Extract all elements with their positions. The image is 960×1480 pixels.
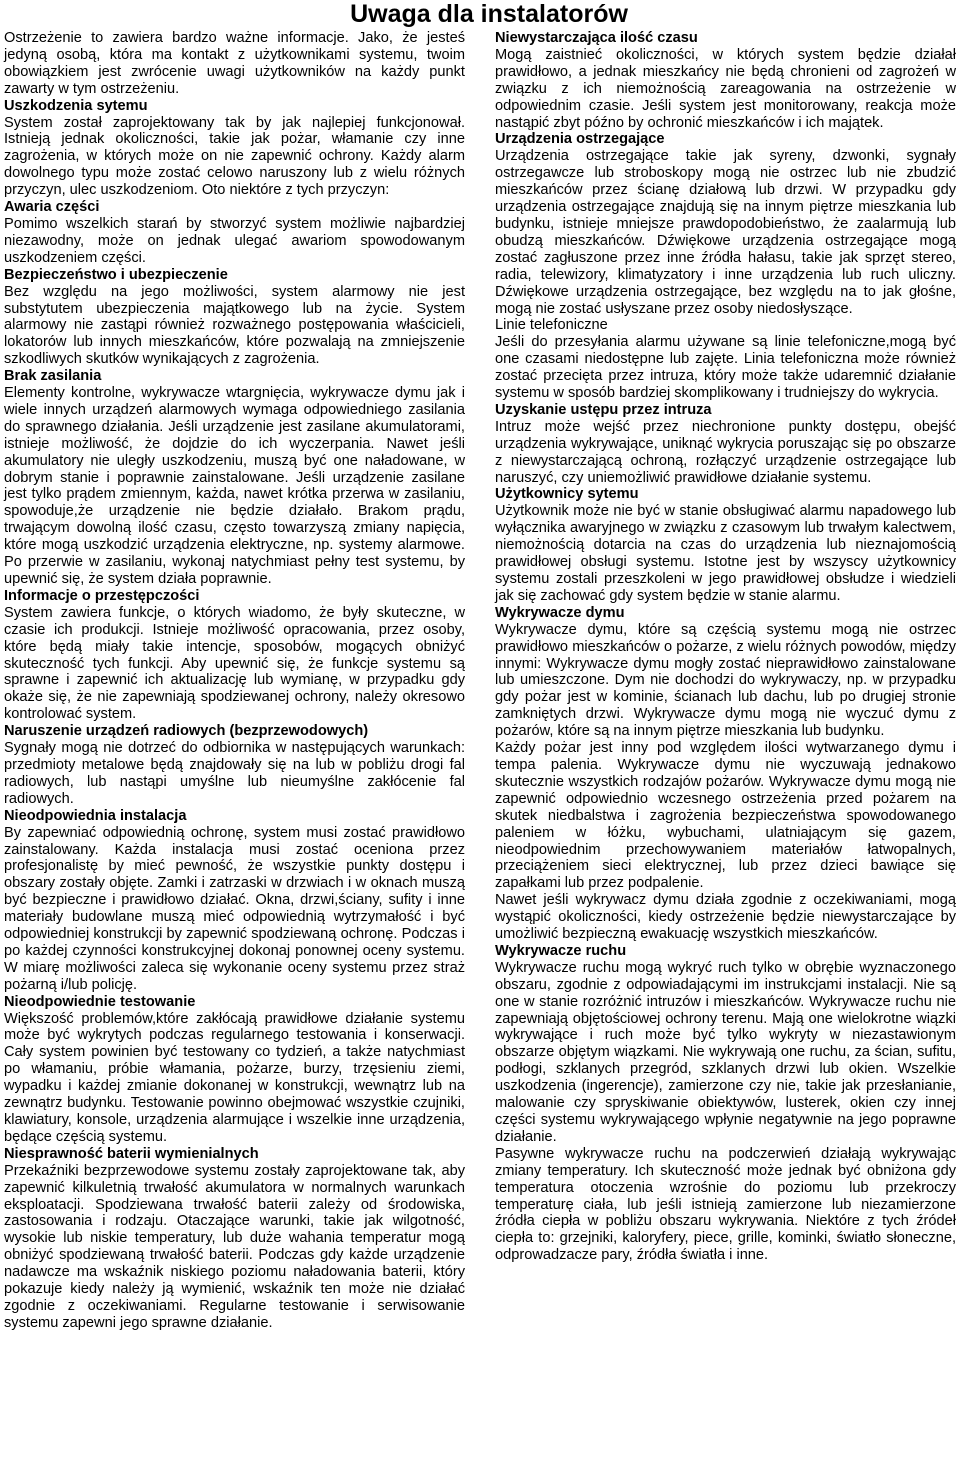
- paragraph: System zawiera funkcje, o których wiadomo, że były skuteczne, w czasie ich produkcji. Istnieje możliwość opracowania, przez osoby, które będą miały takie intencje, sposobów, mogących obniżyć skuteczność tych funkcji. Aby upewnić się, że funkcje systemu są sprawne i zapewnić ich aktualizację lub wymianę, w przypadku gdy okaże się, że nie zapewniają spodziewanej ochrony, należy okresowo kontrolować system.: [4, 604, 465, 723]
- section-heading: Awaria części: [4, 199, 100, 216]
- section-heading: Uzyskanie ustępu przez intruza: [495, 401, 712, 418]
- section-heading: Uszkodzenia sytemu: [4, 97, 148, 114]
- section-heading: Niesprawność baterii wymienialnych: [4, 1145, 259, 1162]
- columns: [4, 30, 956, 1332]
- paragraph: Ostrzeżenie to zawiera bardzo ważne informacje. Jako, że jesteś jedyną osobą, która ma kontakt z użytkownikami systemu, twoim obowiązkiem jest zwrócenie uwagi użytkowników na każdy punkt zawarty w tym ostrzeżeniu.: [4, 30, 465, 97]
- section-heading: Bezpieczeństwo i ubezpieczenie: [4, 266, 228, 283]
- paragraph: By zapewniać odpowiednią ochronę, system musi zostać prawidłowo zainstalowany. Każda instalacja musi zostać oceniona przez profesjonalistę by mieć pewność, że wszystkie punkty dostępu i obszary zostały objęte. Zamki i zatrzaski w drzwiach i w oknach muszą być bezpieczne i prawidłowo działać. Okna, drzwi,ściany, sufity i inne materiały budowlane muszą mieć odpowiednią wytrzymałość i być odpowiedniej konstrukcji by zapewnić spodziewaną ochronę. Podczas i po każdej czynności konstrukcyjnej dokonaj ponownej oceny systemu. W miarę możliwości zaleca się wykonanie oceny systemu przez straż pożarną i/lub policję.: [4, 824, 465, 993]
- paragraph: System został zaprojektowany tak by jak najlepiej funkcjonował. Istnieją jednak okoliczności, takie jak pożar, włamanie czy inne zagrożenia, w których może on nie zapewnić ochrony. Każdy alarm dowolnego typu może zostać celowo naruszony lub z wielu różnych przyczyn, ulec uszkodzeniom. Oto niektóre z tych przyczyn:: [4, 114, 465, 199]
- paragraph: Wykrywacze dymu, które są częścią systemu mogą nie ostrzec prawidłowo mieszkańców o pożarze, z wielu różnych powodów, między innymi: Wykrywacze dymu mogły zostać nieprawidłowo zainstalowane lub umieszczone. Dym nie dochodzi do wykrywaczy, np. w przypadku gdy pożar jest w kominie, ścianach lub dachu, lub po drugiej stronie zamkniętych drzwi. Wykrywacze dymu mogą nie wyczuć dymu z pożarów, które są na innym piętrze mieszkania lub budynku.: [495, 621, 956, 740]
- paragraph: Pomimo wszelkich starań by stworzyć system możliwie najbardziej niezawodny, może on jednak ulegać awariom spowodowanym uszkodzeniem części.: [4, 215, 465, 266]
- paragraph: Mogą zaistnieć okoliczności, w których system będzie działał prawidłowo, a jednak mieszkańcy nie będą chronieni od zagrożeń w związku z ich niemożnością zareagowania na ostrzeżenie w odpowiednim czasie. Jeśli system jest monitorowany, reakcja może nastąpić zbyt późno by ochronić mieszkańców i ich majątek.: [495, 46, 956, 131]
- section-heading: Informacje o przestępczości: [4, 587, 200, 604]
- section-heading: Nieodpowiednie testowanie: [4, 993, 196, 1010]
- paragraph: Każdy pożar jest inny pod względem ilości wytwarzanego dymu i tempa palenia. Wykrywacze dymu nie wyczuwają jednakowo skutecznie wszystkich rodzajów pożarów. Wykrywacze dymu mogą nie zapewnić odpowiednio wczesnego ostrzeżenia przed pożarem na skutek niedbalstwa i zagrożenia bezpieczeństwa spowodowanego paleniem w łóżku, wybuchami, ulatniającym się gazem, nieodpowiednim przechowywaniem materiałów łatwopalnych, przeciążeniem sieci elektrycznej, lub przez dzieci bawiące się zapałkami lub przez podpalenie.: [495, 740, 956, 892]
- section-heading: Nieodpowiednia instalacja: [4, 807, 187, 824]
- paragraph: Sygnały mogą nie dotrzeć do odbiornika w następujących warunkach: przedmioty metalowe będą znajdowały się na lub w pobliżu drogi fal radiowych, lub nastąpi umyślne lub nieumyślne zakłócenie fal radiowych.: [4, 740, 465, 807]
- section-heading: Niewystarczająca ilość czasu: [495, 30, 698, 46]
- paragraph: Intruz może wejść przez niechronione punkty dostępu, obejść urządzenia wykrywające, uniknąć wykrycia poruszając się po obszarze z niewystarczającą ochroną, rozłączyć urządzenie ostrzegające lub naruszyć, czy uniemożliwić prawidłowe działanie systemu.: [495, 418, 956, 486]
- section-heading: Brak zasilania: [4, 368, 102, 385]
- left-column: [4, 30, 465, 1332]
- section-heading: Użytkownicy sytemu: [495, 486, 639, 503]
- page-title: Uwaga dla instalatorów: [350, 0, 628, 28]
- paragraph: Elementy kontrolne, wykrywacze wtargnięcia, wykrywacze dymu jak i wiele innych urządzeń alarmowych wymaga odpowiedniego zasilania do sprawnego działania. Jeśli urządzenie jest zasilane akumulatorami, istnieje możliwość, że dojdzie do ich wyczerpania. Nawet jeśli akumulatory nie uległy uszkodzeniu, muszą być one naładowane, w dobrym stanie i poprawnie zainstalowane. Jeśli urządzenie zasilane jest tylko prądem zmiennym, każda, nawet krótka przerwa w zasilaniu, spowoduje,że urządzenie nie będzie działało. Brakom prądu, trwającym dowolną ilość czasu, często towarzyszą zmiany napięcia, które mogą uszkodzić urządzenia elektryczne, np. systemy alarmowe. Po przerwie w zasilaniu, wykonaj natychmiast pełny test systemu, by upewnić się, że system działa poprawnie.: [4, 385, 465, 587]
- section-heading: Urządzenia ostrzegające: [495, 131, 665, 148]
- right-column: [495, 30, 956, 1332]
- paragraph: Pasywne wykrywacze ruchu na podczerwień działają wykrywając zmiany temperatury. Ich skuteczność może jednak być obniżona gdy temperatura otoczenia wzrośnie do poziomu lub przekroczy temperaturę ciała, lub jeśli istnieją zamierzone lub niezamierzone źródła ciepła w pobliżu obszaru wykrywania. Niektóre z tych źródeł ciepła to: grzejniki, kaloryfery, piece, grille, kominki, światło słoneczne, odprowadzacze pary, źródła światła i inne.: [495, 1145, 956, 1264]
- paragraph: Jeśli do przesyłania alarmu używane są linie telefoniczne,mogą być one czasami niedostępne lub zajęte. Linia telefoniczna może również zostać przecięta przez intruza, który może także udaremnić działanie systemu w sposób bardziej skomplikowany i trudniejszy do wykrycia.: [495, 334, 956, 402]
- paragraph: Większość problemów,które zakłócają prawidłowe działanie systemu może być wykrytych podczas regularnego testowania i konserwacji. Cały system powinien być testowany co tydzień, a także natychmiast po włamaniu, próbie włamania, pożarze, burzy, trzęsieniu ziemi, wypadku i każdej zmianie dokonanej w konstrukcji, wewnątrz lub na zewnątrz budynku. Testowanie powinno obejmować wszystkie czujniki, klawiatury, konsole, urządzenia alarmujące i wszelkie inne urządzenia, będące częścią systemu.: [4, 1010, 465, 1145]
- section-heading: Wykrywacze ruchu: [495, 942, 627, 959]
- paragraph: Przekaźniki bezprzewodowe systemu zostały zaprojektowane tak, aby zapewnić kilkuletnią trwałość akumulatora w normalnych warunkach eksploatacji. Spodziewana trwałość baterii zależy od środowiska, zastosowania i rodzaju. Otaczające warunki, takie jak wilgotność, wysokie lub niskie temperatury, lub duże wahania temperatur mogą obniżyć spodziewaną trwałość baterii. Podczas gdy każde urządzenie nadawcze ma wskaźnik niskiego poziomu naładowania baterii, który pokazuje kiedy należy ją wymienić, wskaźnik ten może nie działać zgodnie z oczekiwaniami. Regularne testowanie i serwisowanie systemu zapewni jego sprawne działanie.: [4, 1162, 465, 1331]
- section-heading: Naruszenie urządzeń radiowych (bezprzewodowych): [4, 723, 369, 740]
- section-heading: Wykrywacze dymu: [495, 604, 625, 621]
- paragraph: Urządzenia ostrzegające takie jak syreny, dzwonki, sygnały ostrzegawcze lub stroboskopy mogą nie ostrzec lub nie zbudzić mieszkańców przez ścianę działową lub drzwi. W przypadku gdy urządzenia ostrzegające znajdują się na innym piętrze mieszkania lub budynku, istnieje mniejsze prawdopodobieństwo, że zaalarmują lub obudzą mieszkańców. Dźwiękowe urządzenia ostrzegające mogą zostać zagłuszone przez inne źródła hałasu, takie jak sprzęt stereo, radia, telewizory, klimatyzatory i inne urządzenia lub ruch uliczny. Dźwiękowe urządzenia ostrzegające, bez względu na to jak głośne, mogą nie zostać usłyszane przez osoby niedosłyszące.: [495, 148, 956, 317]
- paragraph: Użytkownik może nie być w stanie obsługiwać alarmu napadowego lub wyłącznika awaryjnego w związku z czasowym lub trwałym kalectwem, niemożnością dotarcia na czas do urządzenia lub nieznajomością prawidłowej obsługi systemu. Istotne jest by wszyscy użytkownicy systemu zostali przeszkoleni w jego prawidłowej obsłudze i wiedzieli jak się zachować gdy system będzie w stanie alarmu.: [495, 503, 956, 604]
- paragraph: Linie telefoniczne: [495, 317, 608, 334]
- paragraph: Bez względu na jego możliwości, system alarmowy nie jest substytutem ubezpieczenia majątkowego lub na życie. System alarmowy nie zastąpi również rozważnego postępowania właścicieli, lokatorów lub innych mieszkańców, które pozwalają na zmniejszenie szkodliwych skutków wynikających z zagrożenia.: [4, 283, 465, 368]
- paragraph: Nawet jeśli wykrywacz dymu działa zgodnie z oczekiwaniami, mogą wystąpić okoliczności, kiedy ostrzeżenie będzie niewystarczające by umożliwić bezpieczną ewakuację wszystkich mieszkańców.: [495, 892, 956, 943]
- paragraph: Wykrywacze ruchu mogą wykryć ruch tylko w obrębie wyznaczonego obszaru, zgodnie z odpowiadającymi im instrukcjami instalacji. Nie są one w stanie rozróżnić intruzów i mieszkańców. Wykrywacze ruchu nie zapewniają objętościowej ochrony terenu. Mają one wielokrotne wiązki wykrywające i ruch może być tylko wykryty w niezastawionym obszarze objętym wiązkami. Nie wykrywają one ruchu, za ścian, sufitu, podłogi, szklanych przegród, szklanych drzwi lub okien. Wszelkie uszkodzenia (ingerencje), zamierzone czy nie, takie jak przesłanianie, malowanie czy spryskiwanie obiektywów, lusterek, okien czy innej części systemu wykrywającego wpłynie negatywnie na jego poprawne działanie.: [495, 959, 956, 1145]
